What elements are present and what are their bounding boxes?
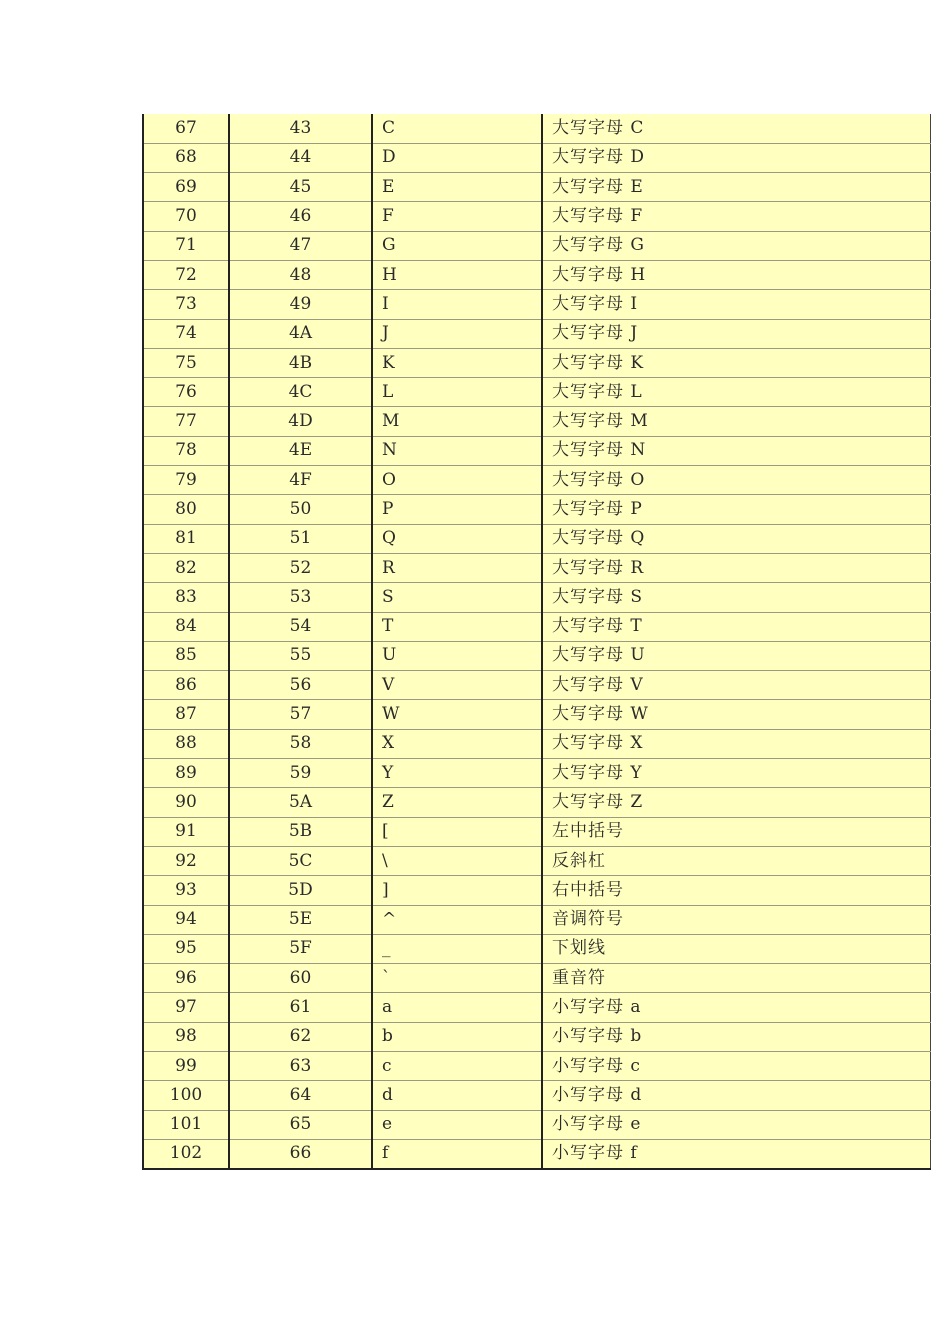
decimal-cell: 75 <box>143 348 229 377</box>
decimal-cell: 70 <box>143 202 229 231</box>
description-cell: 反斜杠 <box>542 846 930 875</box>
character-cell: d <box>372 1081 542 1110</box>
character-cell: E <box>372 173 542 202</box>
hex-cell: 59 <box>229 759 372 788</box>
description-cell: 小写字母 e <box>542 1110 930 1139</box>
hex-cell: 48 <box>229 260 372 289</box>
hex-cell: 65 <box>229 1110 372 1139</box>
table-row <box>143 641 930 670</box>
hex-cell: 4A <box>229 319 372 348</box>
character-cell: J <box>372 319 542 348</box>
description-cell: 大写字母 T <box>542 612 930 641</box>
table-row <box>143 348 930 377</box>
decimal-cell: 77 <box>143 407 229 436</box>
ascii-table-body <box>143 114 930 1169</box>
description-cell: 大写字母 Q <box>542 524 930 553</box>
character-cell: Y <box>372 759 542 788</box>
hex-cell: 5E <box>229 905 372 934</box>
table-row <box>143 495 930 524</box>
description-cell: 大写字母 K <box>542 348 930 377</box>
ascii-table <box>142 114 931 1170</box>
table-row <box>143 202 930 231</box>
description-cell: 大写字母 Z <box>542 788 930 817</box>
hex-cell: 60 <box>229 964 372 993</box>
decimal-cell: 68 <box>143 143 229 172</box>
hex-cell: 4B <box>229 348 372 377</box>
character-cell: W <box>372 700 542 729</box>
table-row <box>143 759 930 788</box>
table-row <box>143 583 930 612</box>
decimal-cell: 93 <box>143 876 229 905</box>
hex-cell: 5A <box>229 788 372 817</box>
decimal-cell: 89 <box>143 759 229 788</box>
table-row <box>143 729 930 758</box>
character-cell: D <box>372 143 542 172</box>
table-row <box>143 436 930 465</box>
hex-cell: 5D <box>229 876 372 905</box>
description-cell: 大写字母 X <box>542 729 930 758</box>
character-cell: T <box>372 612 542 641</box>
table-row <box>143 173 930 202</box>
decimal-cell: 74 <box>143 319 229 348</box>
hex-cell: 4C <box>229 378 372 407</box>
table-row <box>143 964 930 993</box>
description-cell: 下划线 <box>542 934 930 963</box>
description-cell: 大写字母 E <box>542 173 930 202</box>
decimal-cell: 92 <box>143 846 229 875</box>
table-row <box>143 1139 930 1168</box>
description-cell: 大写字母 D <box>542 143 930 172</box>
character-cell: ` <box>372 964 542 993</box>
decimal-cell: 71 <box>143 231 229 260</box>
table-row <box>143 993 930 1022</box>
table-row <box>143 1052 930 1081</box>
table-row <box>143 114 930 143</box>
table-row <box>143 905 930 934</box>
hex-cell: 5F <box>229 934 372 963</box>
table-row <box>143 319 930 348</box>
table-row <box>143 466 930 495</box>
decimal-cell: 84 <box>143 612 229 641</box>
decimal-cell: 96 <box>143 964 229 993</box>
table-row <box>143 378 930 407</box>
character-cell: Z <box>372 788 542 817</box>
hex-cell: 4E <box>229 436 372 465</box>
decimal-cell: 78 <box>143 436 229 465</box>
decimal-cell: 101 <box>143 1110 229 1139</box>
character-cell: X <box>372 729 542 758</box>
table-row <box>143 1110 930 1139</box>
table-row <box>143 934 930 963</box>
character-cell: a <box>372 993 542 1022</box>
description-cell: 大写字母 G <box>542 231 930 260</box>
table-row <box>143 876 930 905</box>
description-cell: 右中括号 <box>542 876 930 905</box>
description-cell: 大写字母 P <box>542 495 930 524</box>
hex-cell: 58 <box>229 729 372 758</box>
hex-cell: 50 <box>229 495 372 524</box>
decimal-cell: 91 <box>143 817 229 846</box>
description-cell: 大写字母 L <box>542 378 930 407</box>
character-cell: M <box>372 407 542 436</box>
table-row <box>143 407 930 436</box>
table-row <box>143 1081 930 1110</box>
hex-cell: 55 <box>229 641 372 670</box>
character-cell: b <box>372 1022 542 1051</box>
description-cell: 小写字母 a <box>542 993 930 1022</box>
table-row <box>143 612 930 641</box>
decimal-cell: 67 <box>143 114 229 143</box>
character-cell: L <box>372 378 542 407</box>
table-row <box>143 671 930 700</box>
decimal-cell: 79 <box>143 466 229 495</box>
character-cell: c <box>372 1052 542 1081</box>
hex-cell: 63 <box>229 1052 372 1081</box>
decimal-cell: 98 <box>143 1022 229 1051</box>
hex-cell: 61 <box>229 993 372 1022</box>
table-row <box>143 231 930 260</box>
table-row <box>143 1022 930 1051</box>
table-row <box>143 143 930 172</box>
decimal-cell: 102 <box>143 1139 229 1168</box>
hex-cell: 43 <box>229 114 372 143</box>
hex-cell: 56 <box>229 671 372 700</box>
description-cell: 大写字母 R <box>542 553 930 582</box>
character-cell: ] <box>372 876 542 905</box>
character-cell: O <box>372 466 542 495</box>
hex-cell: 62 <box>229 1022 372 1051</box>
character-cell: G <box>372 231 542 260</box>
hex-cell: 45 <box>229 173 372 202</box>
table-row <box>143 788 930 817</box>
decimal-cell: 88 <box>143 729 229 758</box>
decimal-cell: 73 <box>143 290 229 319</box>
decimal-cell: 90 <box>143 788 229 817</box>
description-cell: 大写字母 W <box>542 700 930 729</box>
character-cell: e <box>372 1110 542 1139</box>
hex-cell: 53 <box>229 583 372 612</box>
hex-cell: 5C <box>229 846 372 875</box>
description-cell: 大写字母 J <box>542 319 930 348</box>
description-cell: 大写字母 M <box>542 407 930 436</box>
decimal-cell: 83 <box>143 583 229 612</box>
character-cell: F <box>372 202 542 231</box>
table-row <box>143 553 930 582</box>
decimal-cell: 94 <box>143 905 229 934</box>
hex-cell: 52 <box>229 553 372 582</box>
decimal-cell: 85 <box>143 641 229 670</box>
character-cell: ^ <box>372 905 542 934</box>
character-cell: R <box>372 553 542 582</box>
character-cell: N <box>372 436 542 465</box>
description-cell: 大写字母 S <box>542 583 930 612</box>
description-cell: 左中括号 <box>542 817 930 846</box>
decimal-cell: 76 <box>143 378 229 407</box>
decimal-cell: 87 <box>143 700 229 729</box>
character-cell: f <box>372 1139 542 1168</box>
character-cell: Q <box>372 524 542 553</box>
description-cell: 大写字母 C <box>542 114 930 143</box>
character-cell: \ <box>372 846 542 875</box>
description-cell: 大写字母 N <box>542 436 930 465</box>
character-cell: _ <box>372 934 542 963</box>
hex-cell: 51 <box>229 524 372 553</box>
decimal-cell: 80 <box>143 495 229 524</box>
character-cell: P <box>372 495 542 524</box>
character-cell: V <box>372 671 542 700</box>
character-cell: K <box>372 348 542 377</box>
description-cell: 重音符 <box>542 964 930 993</box>
decimal-cell: 81 <box>143 524 229 553</box>
character-cell: H <box>372 260 542 289</box>
hex-cell: 4D <box>229 407 372 436</box>
decimal-cell: 97 <box>143 993 229 1022</box>
character-cell: [ <box>372 817 542 846</box>
character-cell: U <box>372 641 542 670</box>
description-cell: 大写字母 I <box>542 290 930 319</box>
decimal-cell: 95 <box>143 934 229 963</box>
description-cell: 大写字母 O <box>542 466 930 495</box>
decimal-cell: 100 <box>143 1081 229 1110</box>
decimal-cell: 69 <box>143 173 229 202</box>
description-cell: 小写字母 f <box>542 1139 930 1168</box>
description-cell: 音调符号 <box>542 905 930 934</box>
hex-cell: 57 <box>229 700 372 729</box>
table-row <box>143 260 930 289</box>
decimal-cell: 86 <box>143 671 229 700</box>
description-cell: 小写字母 c <box>542 1052 930 1081</box>
description-cell: 大写字母 H <box>542 260 930 289</box>
hex-cell: 49 <box>229 290 372 319</box>
description-cell: 大写字母 F <box>542 202 930 231</box>
hex-cell: 47 <box>229 231 372 260</box>
hex-cell: 54 <box>229 612 372 641</box>
description-cell: 大写字母 V <box>542 671 930 700</box>
description-cell: 大写字母 Y <box>542 759 930 788</box>
hex-cell: 46 <box>229 202 372 231</box>
table-row <box>143 290 930 319</box>
character-cell: C <box>372 114 542 143</box>
table-row <box>143 524 930 553</box>
table-row <box>143 846 930 875</box>
description-cell: 小写字母 b <box>542 1022 930 1051</box>
hex-cell: 66 <box>229 1139 372 1168</box>
decimal-cell: 72 <box>143 260 229 289</box>
decimal-cell: 99 <box>143 1052 229 1081</box>
character-cell: S <box>372 583 542 612</box>
table-row <box>143 817 930 846</box>
hex-cell: 44 <box>229 143 372 172</box>
hex-cell: 64 <box>229 1081 372 1110</box>
character-cell: I <box>372 290 542 319</box>
description-cell: 小写字母 d <box>542 1081 930 1110</box>
hex-cell: 4F <box>229 466 372 495</box>
description-cell: 大写字母 U <box>542 641 930 670</box>
table-row <box>143 700 930 729</box>
decimal-cell: 82 <box>143 553 229 582</box>
hex-cell: 5B <box>229 817 372 846</box>
